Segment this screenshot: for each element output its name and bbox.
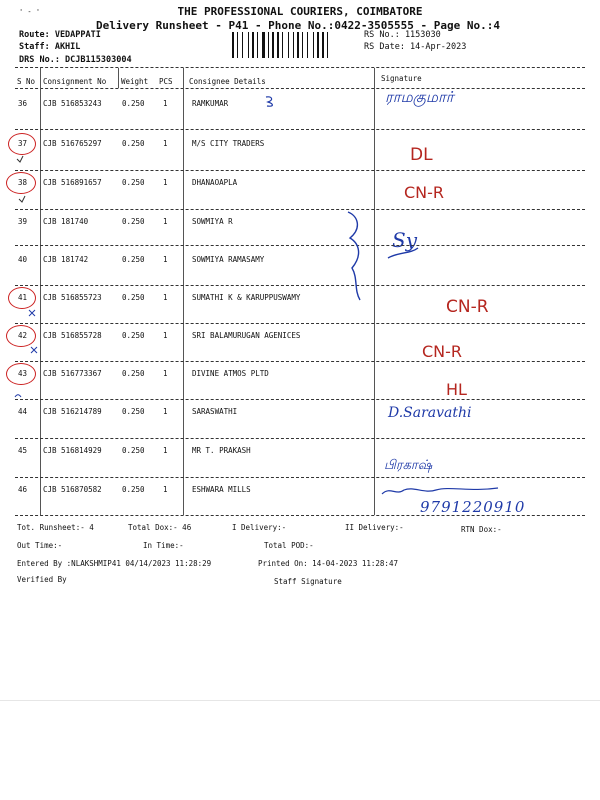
printed-on: Printed On: 14-04-2023 11:28:47 xyxy=(258,559,398,568)
row-sno: 45 xyxy=(18,446,28,455)
row-divider xyxy=(15,477,585,478)
barcode-bar xyxy=(232,32,234,58)
row-signature: D.Saravathi xyxy=(388,405,472,421)
row-consignee: SRI BALAMURUGAN AGENICES xyxy=(192,331,301,340)
row-pcs: 1 xyxy=(163,407,168,416)
row-pcs: 1 xyxy=(163,331,168,340)
row-consignment: CJB 516773367 xyxy=(43,369,102,378)
row-weight: 0.250 xyxy=(122,293,145,302)
row-divider xyxy=(15,245,585,246)
row-weight: 0.250 xyxy=(122,369,145,378)
row-signature: CN-R xyxy=(422,342,463,361)
row-consignee: SOWMIYA RAMASAMY xyxy=(192,255,265,264)
barcode-bar xyxy=(248,32,249,58)
signature-scribble xyxy=(340,208,420,303)
col-header-signature: Signature xyxy=(381,74,422,83)
rs-number: RS No.: 1153030 xyxy=(364,30,441,40)
row-signature: HL xyxy=(446,380,467,399)
runsheet-heading: Delivery Runsheet - P41 - Phone No.:0422-3505555 - Page No.:4 xyxy=(96,19,500,32)
col-header-consignee: Consignee Details xyxy=(189,77,266,86)
col-header-pcs: PCS xyxy=(159,77,173,86)
row-signature: Sy xyxy=(392,228,417,252)
row-pcs: 1 xyxy=(163,99,168,108)
tot-runsheet: Tot. Runsheet:- 4 xyxy=(17,523,94,532)
row-weight: 0.250 xyxy=(122,178,145,187)
row-signature: ராமகுமார் xyxy=(385,88,454,106)
row-pcs: 1 xyxy=(163,178,168,187)
row-divider xyxy=(15,323,585,324)
row-signature: DL xyxy=(410,145,433,165)
tick-mark-icon xyxy=(14,392,22,400)
col-header-sno: S No xyxy=(17,77,36,86)
initials-scribble xyxy=(262,94,282,108)
row-signature: 9791220910 xyxy=(420,498,526,516)
tick-mark-icon xyxy=(18,195,26,203)
barcode-bar xyxy=(307,32,308,58)
row-consignment: CJB 516855728 xyxy=(43,331,102,340)
barcode-bar xyxy=(268,32,269,58)
row-divider xyxy=(15,285,585,286)
row-sno: 39 xyxy=(18,217,28,226)
row-signature: CN-R xyxy=(404,183,445,202)
barcode-bar xyxy=(293,32,294,58)
barcode-bar xyxy=(302,32,303,58)
row-divider xyxy=(15,129,585,130)
row-weight: 0.250 xyxy=(122,331,145,340)
barcode-bar xyxy=(242,32,243,58)
row-weight: 0.250 xyxy=(122,407,145,416)
row-sno: 38 xyxy=(18,178,28,187)
verified-by: Verified By xyxy=(17,575,67,584)
red-circle-mark xyxy=(8,133,36,155)
barcode-bar xyxy=(322,32,324,58)
row-divider xyxy=(15,515,585,516)
row-sno: 40 xyxy=(18,255,28,264)
red-circle-mark xyxy=(6,325,36,347)
row-weight: 0.250 xyxy=(122,139,145,148)
row-consignee: SOWMIYA R xyxy=(192,217,233,226)
page-edge xyxy=(0,700,600,701)
route-label: Route: VEDAPPATI xyxy=(19,30,101,40)
barcode-bar xyxy=(282,32,283,58)
row-divider xyxy=(15,209,585,210)
rtn-dox: RTN Dox:- xyxy=(461,525,502,534)
in-time: In Time:- xyxy=(143,541,184,550)
staff-label: Staff: AKHIL xyxy=(19,42,81,52)
row-consignment: CJB 516214789 xyxy=(43,407,102,416)
row-sno: 44 xyxy=(18,407,28,416)
row-weight: 0.250 xyxy=(122,217,145,226)
rs-date: RS Date: 14-Apr-2023 xyxy=(364,42,467,52)
ii-delivery: II Delivery:- xyxy=(345,523,404,532)
row-divider xyxy=(15,438,585,439)
total-dox: Total Dox:- 46 xyxy=(128,523,192,532)
barcode-bar xyxy=(317,32,319,58)
row-pcs: 1 xyxy=(163,217,168,226)
row-consignee: ESHWARA MILLS xyxy=(192,485,251,494)
row-consignment: CJB 181742 xyxy=(43,255,89,264)
column-separator xyxy=(183,68,184,515)
row-consignment: CJB 516853243 xyxy=(43,99,102,108)
barcode-bar xyxy=(327,32,328,58)
row-consignment: CJB 516765297 xyxy=(43,139,102,148)
row-pcs: 1 xyxy=(163,139,168,148)
row-sno: 36 xyxy=(18,99,28,108)
col-header-consignment: Consignment No xyxy=(43,77,107,86)
row-weight: 0.250 xyxy=(122,255,145,264)
barcode-bar xyxy=(313,32,314,58)
row-sno: 46 xyxy=(18,485,28,494)
column-separator xyxy=(118,68,119,88)
tick-mark-icon xyxy=(30,346,38,354)
drs-number: DRS No.: DCJB115303004 xyxy=(19,55,132,65)
row-sno: 42 xyxy=(18,331,28,340)
row-consignee: M/S CITY TRADERS xyxy=(192,139,265,148)
total-pod: Total POD:- xyxy=(264,541,314,550)
row-sno: 43 xyxy=(18,369,28,378)
row-sno: 37 xyxy=(18,139,28,148)
row-consignment: CJB 516814929 xyxy=(43,446,102,455)
barcode-bar xyxy=(237,32,238,58)
row-consignee: SUMATHI K & KARUPPUSWAMY xyxy=(192,293,301,302)
row-consignment: CJB 516891657 xyxy=(43,178,102,187)
row-weight: 0.250 xyxy=(122,446,145,455)
barcode-image xyxy=(232,32,360,58)
staff-signature: Staff Signature xyxy=(274,577,342,586)
row-consignment: CJB 516855723 xyxy=(43,293,102,302)
tick-mark-icon xyxy=(28,309,36,317)
row-signature: CN-R xyxy=(446,297,489,317)
signature-scribble xyxy=(380,484,500,498)
entered-by: Entered By :NLAKSHMIP41 04/14/2023 11:28:29 xyxy=(17,559,212,568)
red-circle-mark xyxy=(6,363,36,385)
i-delivery: I Delivery:- xyxy=(232,523,287,532)
corner-mark: ' - ' xyxy=(19,8,41,16)
row-pcs: 1 xyxy=(163,293,168,302)
divider xyxy=(15,88,585,89)
row-pcs: 1 xyxy=(163,485,168,494)
barcode-bar xyxy=(262,32,265,58)
row-pcs: 1 xyxy=(163,446,168,455)
row-consignment: CJB 516870582 xyxy=(43,485,102,494)
col-header-weight: Weight xyxy=(121,77,149,86)
row-consignee: DIVINE ATMOS PLTD xyxy=(192,369,269,378)
row-consignee: DHANAOAPLA xyxy=(192,178,238,187)
column-separator xyxy=(40,68,41,515)
barcode-bar xyxy=(297,32,299,58)
tick-mark-icon xyxy=(16,155,24,163)
red-circle-mark xyxy=(8,287,36,309)
row-divider xyxy=(15,399,585,400)
row-consignee: MR T. PRAKASH xyxy=(192,446,251,455)
row-pcs: 1 xyxy=(163,369,168,378)
out-time: Out Time:- xyxy=(17,541,63,550)
barcode-bar xyxy=(272,32,274,58)
row-consignment: CJB 181740 xyxy=(43,217,89,226)
barcode-bar xyxy=(252,32,254,58)
row-weight: 0.250 xyxy=(122,485,145,494)
row-consignee: SARASWATHI xyxy=(192,407,238,416)
divider xyxy=(15,67,585,68)
barcode-bar xyxy=(288,32,289,58)
row-sno: 41 xyxy=(18,293,28,302)
barcode-bar xyxy=(257,32,258,58)
row-weight: 0.250 xyxy=(122,99,145,108)
barcode-bar xyxy=(277,32,279,58)
row-divider xyxy=(15,170,585,171)
company-title: THE PROFESSIONAL COURIERS, COIMBATORE xyxy=(177,5,423,18)
row-signature: பிரகாஷ் xyxy=(384,458,433,473)
row-divider xyxy=(15,361,585,362)
red-circle-mark xyxy=(6,172,36,194)
row-pcs: 1 xyxy=(163,255,168,264)
row-consignee: RAMKUMAR xyxy=(192,99,229,108)
